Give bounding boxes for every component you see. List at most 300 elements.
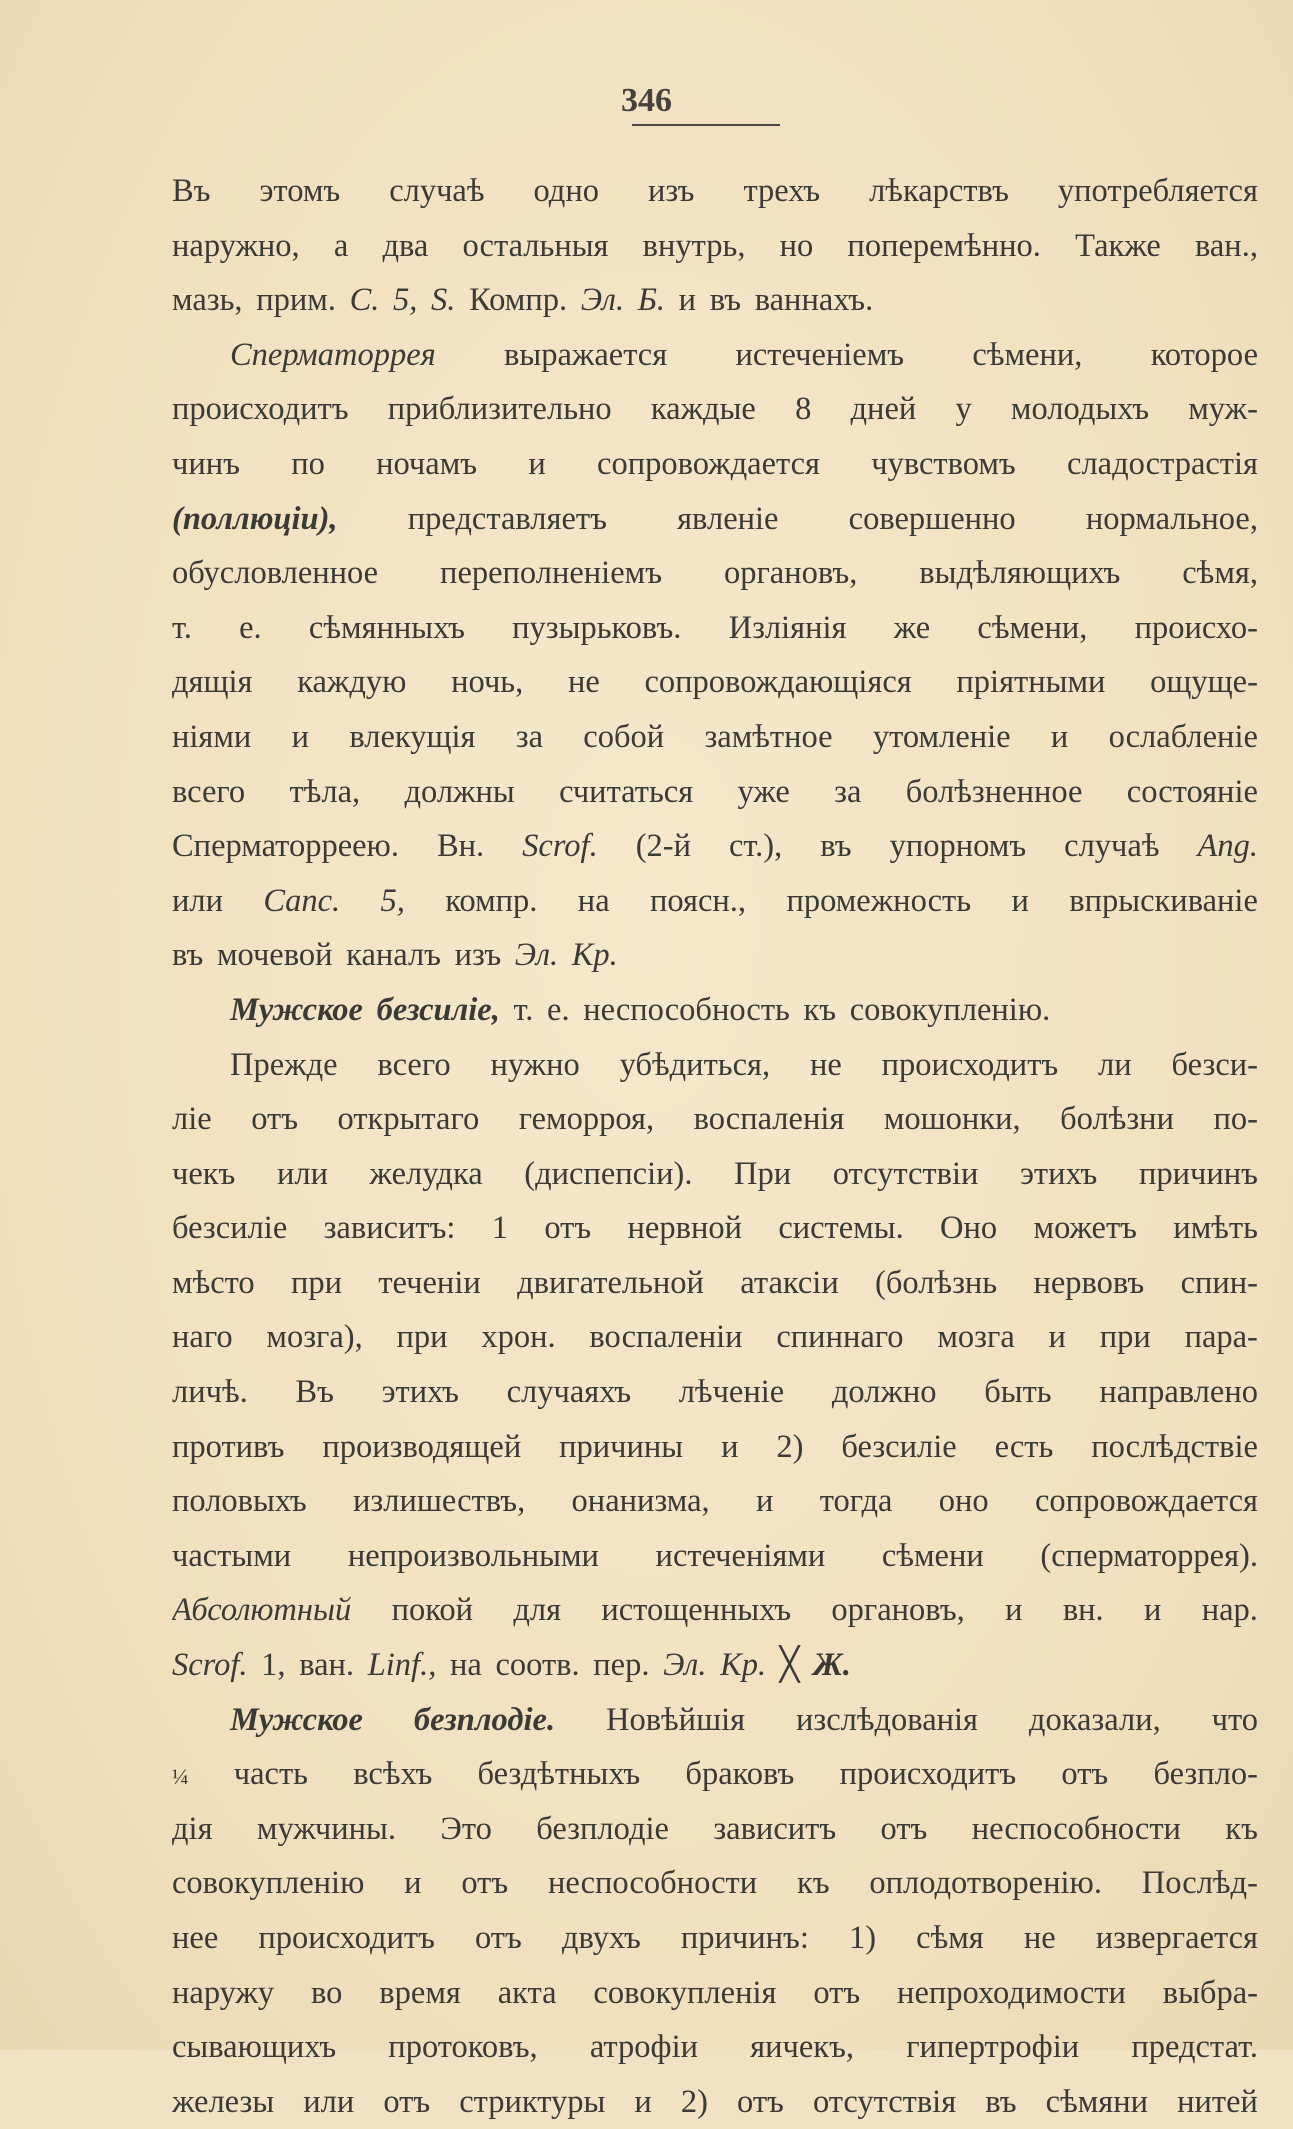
word: Мужское [230,991,363,1028]
word: (сперматоррея). [1040,1537,1258,1574]
text-line [172,1256,1258,1311]
word: ослабленіе [1108,718,1258,755]
word: къ [803,991,837,1028]
word: сѣмени, [977,609,1088,646]
word: трехъ [743,173,821,209]
text-line [172,328,1258,383]
text-line [172,655,1258,710]
word: яичекъ, [750,2029,855,2066]
word: Canc. [263,882,341,919]
word: прим. [256,282,336,319]
word: отъ [461,1865,509,1902]
word: протоковъ, [388,2029,538,2066]
word: Эл. [580,282,625,319]
word: и [404,1865,422,1902]
word: 1 [491,1210,509,1247]
word: производящей [322,1428,522,1465]
word: за [515,718,544,755]
text-line [172,1201,1258,1256]
word: въ [820,828,852,865]
text-line [172,1310,1258,1365]
word: отъ [383,2083,431,2120]
word: Также [1075,227,1161,264]
word: всѣхъ [353,1756,433,1793]
word: каждую [297,664,407,701]
word: т. [172,609,192,646]
word: Linf., [367,1647,437,1684]
word: не [1023,1920,1056,1956]
word: мочевой [216,937,333,974]
text-line [172,928,1258,983]
word: случаѣ [1064,828,1160,865]
word: безсиліе [172,1210,288,1247]
word: 8 [795,391,812,428]
word: отъ [544,1210,592,1247]
word: совокупленію [172,1865,365,1902]
word: акта [497,1974,557,2011]
word: сопровождается [597,445,820,482]
word: для [513,1592,562,1629]
word: лѣкарствъ [869,173,1009,209]
text-line [172,1911,1258,1966]
text-line [172,546,1258,601]
word: изъ [647,173,695,209]
text-line [172,1583,1258,1638]
word: Ж. [812,1647,851,1684]
word: мозга [937,1319,1015,1356]
word: въ [709,282,742,319]
word: предстат. [1131,2029,1258,2066]
word: Scrof. [522,828,598,865]
word: происходитъ [172,391,349,428]
word: Это [440,1810,492,1847]
word: Сперматорреею. [172,828,399,865]
word: Послѣд- [1141,1865,1258,1902]
word: сѣмя [916,1920,984,1956]
word: которое [1150,336,1258,373]
text-line [172,1420,1258,1475]
word: наружу [172,1974,275,2011]
text-line [172,765,1258,820]
word: сѣмя, [1182,555,1258,592]
word: бездѣтныхъ [477,1756,641,1793]
word: Абсолютный [172,1592,352,1629]
word: неспособности [547,1865,758,1902]
word: и [721,1428,739,1465]
word: влекущія [349,718,476,755]
word: мазь, [172,282,243,319]
page-number: 346 [621,82,672,119]
word: противъ [172,1428,285,1465]
word: пер. [593,1647,650,1684]
word: мозга), [266,1319,363,1356]
word: ночамъ [376,445,478,482]
word: не [567,664,600,701]
word: истеченіями [655,1537,826,1574]
word: причинъ [1138,1155,1258,1192]
word: ліе [172,1101,212,1138]
word: органовъ, [831,1592,965,1629]
word: чинъ [172,445,240,482]
word: железы [172,2083,275,2120]
word: къ [796,1865,830,1902]
word: компр. [445,882,538,919]
word: нее [172,1920,219,1956]
word: безсиліе [841,1428,957,1465]
word: происходитъ [839,1756,1017,1793]
word: т. [513,991,534,1028]
word: муж- [1188,391,1258,428]
word: спиннаго [776,1319,904,1356]
word: нормальное, [1085,500,1258,537]
word: (2-й [635,828,691,865]
word: отъ [474,1920,522,1956]
word: спин- [1180,1264,1258,1301]
word: и [1048,1319,1066,1356]
word: ¼ [172,1764,189,1790]
word: нервовъ [1033,1264,1145,1301]
page-number-rule [632,124,780,126]
word: но [779,227,814,264]
word: желудка [369,1155,483,1192]
word: оплодотворенію. [869,1865,1102,1902]
text-line [172,492,1258,547]
word: безплодіе. [413,1701,556,1738]
text-line [172,2020,1258,2075]
word: истеченіемъ [735,336,905,373]
text-line [172,601,1258,656]
word: и [1011,882,1029,919]
word: Б. [637,282,666,319]
word: неспособность [583,991,790,1028]
text-line [172,983,1258,1038]
text-line [172,1693,1258,1748]
word: ван. [299,1647,355,1684]
word: наго [172,1319,233,1356]
word: ваннахъ. [754,282,874,319]
word: остальныя [462,227,609,264]
word: наружно, [172,227,300,264]
word: происходитъ [881,1046,1059,1083]
word: Изліянія [728,609,847,646]
word: при [290,1264,343,1301]
word: поясн., [650,882,747,919]
word: двигательной [517,1264,704,1301]
word: происходитъ [258,1920,435,1956]
word: у [955,391,972,428]
word: представляетъ [407,500,607,537]
word: причинъ: [680,1920,809,1956]
word: всего [377,1046,451,1083]
word: браковъ [685,1756,795,1793]
word: къ [1225,1810,1258,1847]
text-line [172,219,1258,274]
body-text [172,164,1258,2129]
word: по [291,445,325,482]
word: мужчины. [256,1810,397,1847]
word: личѣ. [172,1374,248,1411]
word: и [291,718,310,755]
word: отсутствія [812,2083,957,2120]
word: теченіи [378,1264,481,1301]
word: атаксіи [740,1264,839,1301]
word: хрон. [481,1319,556,1356]
word: половыхъ [172,1483,307,1520]
word: вн. [1062,1592,1104,1629]
word: безпло- [1153,1756,1258,1793]
word: имѣть [1173,1210,1258,1247]
word: явленіе [677,500,779,537]
word: нитей [1177,2083,1258,2120]
word: сѣмяни [1045,2083,1149,2120]
word: лѣченіе [678,1374,785,1411]
word: тѣла, [289,773,361,810]
word: отъ [880,1810,928,1847]
word: не [809,1046,842,1083]
word: Прежде [230,1046,338,1083]
word: онанизма, [571,1483,710,1520]
word: ван., [1194,227,1258,264]
word: (болѣзнь [875,1264,998,1301]
word: совокупленію. [849,991,1051,1028]
word: или [172,882,224,919]
word: за [834,773,862,810]
word: мѣсто [172,1264,255,1301]
word: уже [737,773,790,810]
word: послѣдствіе [1091,1428,1258,1465]
word: мошонки, [883,1101,1021,1138]
word: что [1211,1701,1258,1738]
word: при [1099,1319,1151,1356]
word: ст.), [729,828,783,865]
word: отъ [813,1974,861,2011]
word: Компр. [469,282,568,319]
word: употребляется [1057,173,1258,209]
word: тогда [819,1483,893,1520]
word: гипертрофіи [906,2029,1080,2066]
word: выражается [504,336,668,373]
word: Scrof. [172,1647,248,1684]
word: ли [1098,1046,1132,1083]
word: ощуще- [1150,664,1258,701]
word: сѣмянныхъ [308,609,465,646]
word: Оно [940,1210,998,1247]
word: изслѣдованія [795,1701,979,1738]
word: совокупленія [593,1974,777,2011]
word: каналъ [346,937,441,974]
text-line [172,1092,1258,1147]
word: отъ [737,2083,784,2120]
word: случаяхъ [506,1374,632,1411]
word: и [1005,1592,1023,1629]
word: излишествъ, [353,1483,526,1520]
word: С. [349,282,380,319]
word: сопровождающіяся [644,664,912,701]
word: При [734,1155,792,1192]
word: безси- [1171,1046,1258,1083]
word: покой [391,1592,474,1629]
word: и [634,2083,652,2120]
word: сывающихъ [172,2029,337,2066]
text-line [172,1856,1258,1911]
word: всего [172,773,246,810]
word: извергается [1095,1920,1258,1956]
word: Сперматоррея [230,336,436,373]
word: чекъ [172,1155,236,1192]
text-line [172,874,1258,929]
word: соотв. [495,1647,580,1684]
word: е. [239,609,262,646]
word: сопровождается [1035,1483,1258,1520]
word: же [893,609,931,646]
word: при [396,1319,448,1356]
word: сѣмени, [972,336,1083,373]
word: часть [233,1756,308,1793]
word: 2) [680,2083,708,2120]
word: 1, [261,1647,286,1684]
word: воспаленія [693,1101,845,1138]
word: и [678,282,697,319]
word: отсутствіи [832,1155,979,1192]
word: атрофіи [589,2029,698,2066]
word: или [303,2083,355,2120]
word: отъ [1061,1756,1109,1793]
word: одно [533,173,599,209]
word: по- [1213,1101,1258,1138]
word: направлено [1099,1374,1258,1411]
word: два [382,227,429,264]
word: есть [994,1428,1054,1465]
word: Кр. [720,1647,767,1684]
word: состояніе [1126,773,1258,810]
word: Эл. [663,1647,707,1684]
word: или [276,1155,328,1192]
word: 5, [380,882,405,919]
word: поперемѣнно. [847,227,1041,264]
text-line [172,382,1258,437]
word: должно [831,1374,937,1411]
word: обусловленное [172,555,379,592]
word: оно [938,1483,989,1520]
text-line [172,1474,1258,1529]
text-line [172,710,1258,765]
word: Кр. [571,937,618,974]
word: во [311,1974,343,2011]
word: приблизительно [387,391,612,428]
word: этихъ [381,1374,459,1411]
word: а [333,227,349,264]
word: каждые [650,391,756,428]
word: и [756,1483,774,1520]
word: ніями [172,718,252,755]
text-line [172,1747,1258,1802]
word: время [379,1974,461,2011]
word: быть [984,1374,1052,1411]
word: Вн. [436,828,485,865]
word: и [1144,1592,1162,1629]
word: дней [850,391,917,428]
word: и [1050,718,1069,755]
word: внутрь, [642,227,746,264]
text-line [172,1802,1258,1857]
word: болѣзни [1060,1101,1174,1138]
word: сладострастія [1067,445,1258,482]
word: замѣтное [704,718,833,755]
word: нужно [490,1046,580,1083]
word: выбра- [1162,1974,1258,2011]
text-line [172,819,1258,874]
text-line [172,1638,1258,1693]
text-line [172,273,1258,328]
word: пара- [1184,1319,1258,1356]
word: двухъ [561,1920,641,1956]
word: пузырьковъ. [512,609,682,646]
word: безплодіе [536,1810,669,1847]
word: безсиліе, [376,991,500,1028]
word: непроизвольными [347,1537,599,1574]
text-line [172,2075,1258,2129]
word: (диспепсіи). [524,1155,693,1192]
word: молодыхъ [1010,391,1150,428]
word: нар. [1201,1592,1258,1629]
word: 5, [393,282,418,319]
word: промежность [786,882,972,919]
word: въ [172,937,204,974]
word: стриктуры [459,2083,606,2120]
word: совершенно [848,500,1016,537]
word: Въ [295,1374,334,1411]
word: частыми [172,1537,292,1574]
text-line [172,1966,1258,2021]
text-line [172,164,1258,219]
word: сѣмени [881,1537,984,1574]
word: собой [583,718,665,755]
word: должны [404,773,515,810]
word: чувствомъ [871,445,1016,482]
word: случаѣ [389,173,485,209]
word: непроходимости [897,1974,1126,2011]
word: ╳ [779,1647,800,1684]
word: истощенныхъ [601,1592,792,1629]
text-line [172,1365,1258,1420]
word: на [577,882,610,919]
word: упорномъ [889,828,1027,865]
word: зависитъ: [323,1210,456,1247]
word: Новѣйшія [605,1701,746,1738]
word: происхо- [1134,609,1258,646]
word: системы. [778,1210,904,1247]
word: этихъ [1019,1155,1098,1192]
word: переполненіемъ [440,555,663,592]
word: считаться [559,773,694,810]
word: этомъ [259,173,341,209]
word: Въ [172,173,211,209]
word: (поллюціи), [172,500,338,537]
word: въ [985,2083,1017,2120]
word: 2) [776,1428,804,1465]
word: впрыскиваніе [1069,882,1258,919]
word: отъ [251,1101,299,1138]
text-line [172,1147,1258,1202]
word: утомленіе [872,718,1011,755]
word: S. [431,282,456,319]
word: неспособности [971,1810,1181,1847]
word: воспаленіи [589,1319,743,1356]
word: и [528,445,546,482]
text-line [172,437,1258,492]
word: нервной [627,1210,742,1247]
word: открытаго [337,1101,480,1138]
